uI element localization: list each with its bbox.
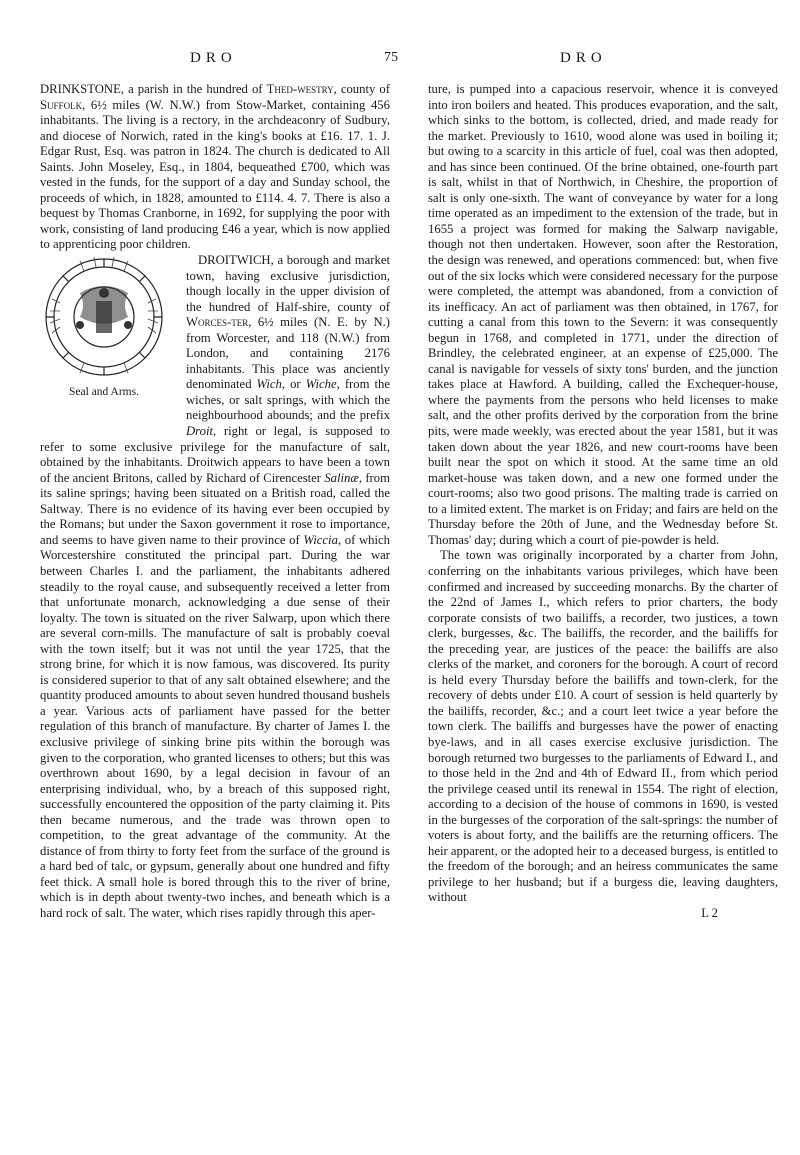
seal-figure <box>40 253 180 431</box>
entry-drinkstone: DRINKSTONE, a parish in the hundred of Thed-westry, county of Suffolk, 6½ miles (W. N.W.) from Stow-Market, containing 456 inhabitants. The living is a rectory, in the archdeaconry of Sudbury, and diocese of Norwich, rated in the king's books at £16. 17. 1. J. Edgar Rust, Esq. was patron in 1824. The church is dedicated to All Saints. John Moseley, Esq., in 1804, bequeathed £700, which was vested in the funds, for the support of a day and Sunday school, the proceeds of which, in 1828, amounted to £114. 4. 7. There is also a bequest by Thomas Cranborne, in 1692, for supplying the poor with work, consisting of land producing £46 a year, which is now applied to apprenticing poor children. <box>40 82 390 252</box>
right-column <box>428 82 778 922</box>
page-number: 75 <box>384 50 398 65</box>
text-columns <box>40 82 778 922</box>
entry-head-droitwich: DROITWICH <box>198 253 271 268</box>
right-paragraph-1: ture, is pumped into a capacious reservoir, whence it is conveyed into iron boilers and heated. This produces evaporation, and the salt, which sinks to the bottom, is collected, dried, and made ready for the market. Previously to 1610, wood alone was used in boiling it; but owing to a scarcity in this article of fuel, coal was then adopted, and has since been continued. Of the brine obtained, one-fourth part is salt, whilst in that of Northwich, in Cheshire, the proportion of salt is only one-sixth. The want of conveyance by water for a long time operated as an impediment to the extension of the trade, but in 1655 a project was formed for making the Salwarp navigable, though not then undertaken. However, soon after the Restoration, the design was renewed, and operations commenced: but, when five out of the six locks which were considered necessary for the purpose were completed, the attempt was abandoned, from a conviction of its inefficacy. An act of parliament was then obtained, in 1767, for cutting a canal from this town to the Severn: it was consequently begun in 1768, and completed in 1771, under the direction of Brindley, the celebrated engineer, at an expense of £25,000. The canal is navigable for vessels of sixty tons' burden, and the junction takes place at Hawford. A building, called the Exchequer-house, where the payments from the persons who held licenses to make salt, and the other profits derived by the corporation from the brine pits, were made weekly, was erected about the year 1581, but it was taken down about the year 1826, and new court-rooms have been built near the spot on which it stood. At the same time an old market-house was taken down, and a new one formed under the court-rooms; also two good prisons. The malting trade is carried on to a limited extent. The market is on Friday; and fairs are held on the Thursday before the 20th of June, and the Wednesday before St. Thomas' day; during which a court of pie-powder is held. <box>428 82 778 547</box>
header-left: DRO <box>190 50 237 66</box>
entry-head-drinkstone: DRINKSTONE <box>40 82 121 96</box>
running-header <box>0 50 800 70</box>
signature-mark: L 2 <box>701 905 718 920</box>
left-column <box>40 82 390 922</box>
header-right: DRO <box>560 50 607 66</box>
right-paragraph-2: The town was originally incorporated by a charter from John, conferring on the inhabitants various privileges, which have been confirmed and increased by succeeding monarchs. By the charter of the 22nd of James I., which refers to prior charters, the body corporate consists of two bailiffs, a recorder, two justices, a town clerk, burgesses, &c. The bailiffs, the recorder, and the bailiffs for the preceding year, are justices of the peace: the bailiffs are also clerks of the market, and coroners for the borough. A court of record is held every Thursday before the bailiffs and town-clerk, for the recovery of debts under £10. A court of session is held quarterly by the bailiffs, recorder, &c.; and a court leet twice a year before the town clerk. The bailiffs and burgesses have the power of enacting bye-laws, and in all cases exercise exclusive jurisdiction. The borough returned two burgesses to the parliaments of Edward I., and to those held in the 2nd and 4th of Edward II., from which period the privilege ceased until its renewal in 1554. The right of election, according to a decision of the house of commons in 1690, is vested in the burgesses of the corporation of the salt-springs: the number of voters is about forty, and the bailiffs are the returning officers. The heir apparent, or the adopted heir to a deceased burgess, is entitled to the freedom of the borough; and an heiress communicates the same privilege to her husband; but if a burgess die, leaving daughters, without <box>428 548 778 905</box>
seal-caption: Seal and Arms. <box>69 386 139 399</box>
seal-and-arms-engraving <box>40 253 168 381</box>
entry-droitwich: DROITWICH, a borough and market town, having exclusive jurisdiction, though locally in the upper division of the hundred of Half-shire, county of Worces-ter, 6½ miles (N. E. by N.) from Worcester, and 118 (N.W.) from London, and containing 2176 inhabitants. This place was anciently denominated Wich, or Wiche, from the wiches, or salt springs, with which the neighbourhood abounds; and the prefix Droit, right or legal, is supposed to refer to some exclusive privilege for the manufacture of salt, obtained by the inhabitants. Droitwich appears to have been a town of the ancient Britons, called by Richard of Cirencester Salinæ, from its saline springs; having been situated on a British road, called the Saltway. There is no evidence of its having ever been occupied by the Romans; but under the Saxon government it rose to importance, and seems to have given name to their province of Wiccia, of which Worcestershire constituted the principal part. During the war between Charles I. and the parliament, the inhabitants adhered steadily to the royal cause, and subsequently received a letter from that unfortunate monarch, acknowledging a due sense of their loyalty. The town is situated on the river Salwarp, upon which there are several corn-mills. The manufacture of salt is probably coeval with the town itself; but it was not until the year 1725, that the strong brine, for which it is now famous, was discovered. Its purity is considered superior to that of any salt obtained elsewhere; and the quantity produced amounts to about seven hundred thousand bushels a year. Various acts of parliament have passed for the better regulation of this branch of manufacture. By charter of James I. the exclusive privilege of sinking brine pits within the borough was given to the corporation, who granted licenses to others; but this was overthrown about 1690, by a legal decision in favour of an enterprising individual, who, by a breach of this supposed right, successfully encountered the opposition of the party claiming it. Pits then became numerous, and the trade was thrown open to competition, to the great advantage of the community. At the distance of from thirty to forty feet from the surface of the ground is a hard bed of talc, or gypsum, generally about one hundred and fifty feet thick. A small hole is bored through this to the river of brine, which is in depth about twenty-two inches, and beneath which is a hard rock of salt. The water, which rises rapidly through this aper- <box>40 253 390 920</box>
